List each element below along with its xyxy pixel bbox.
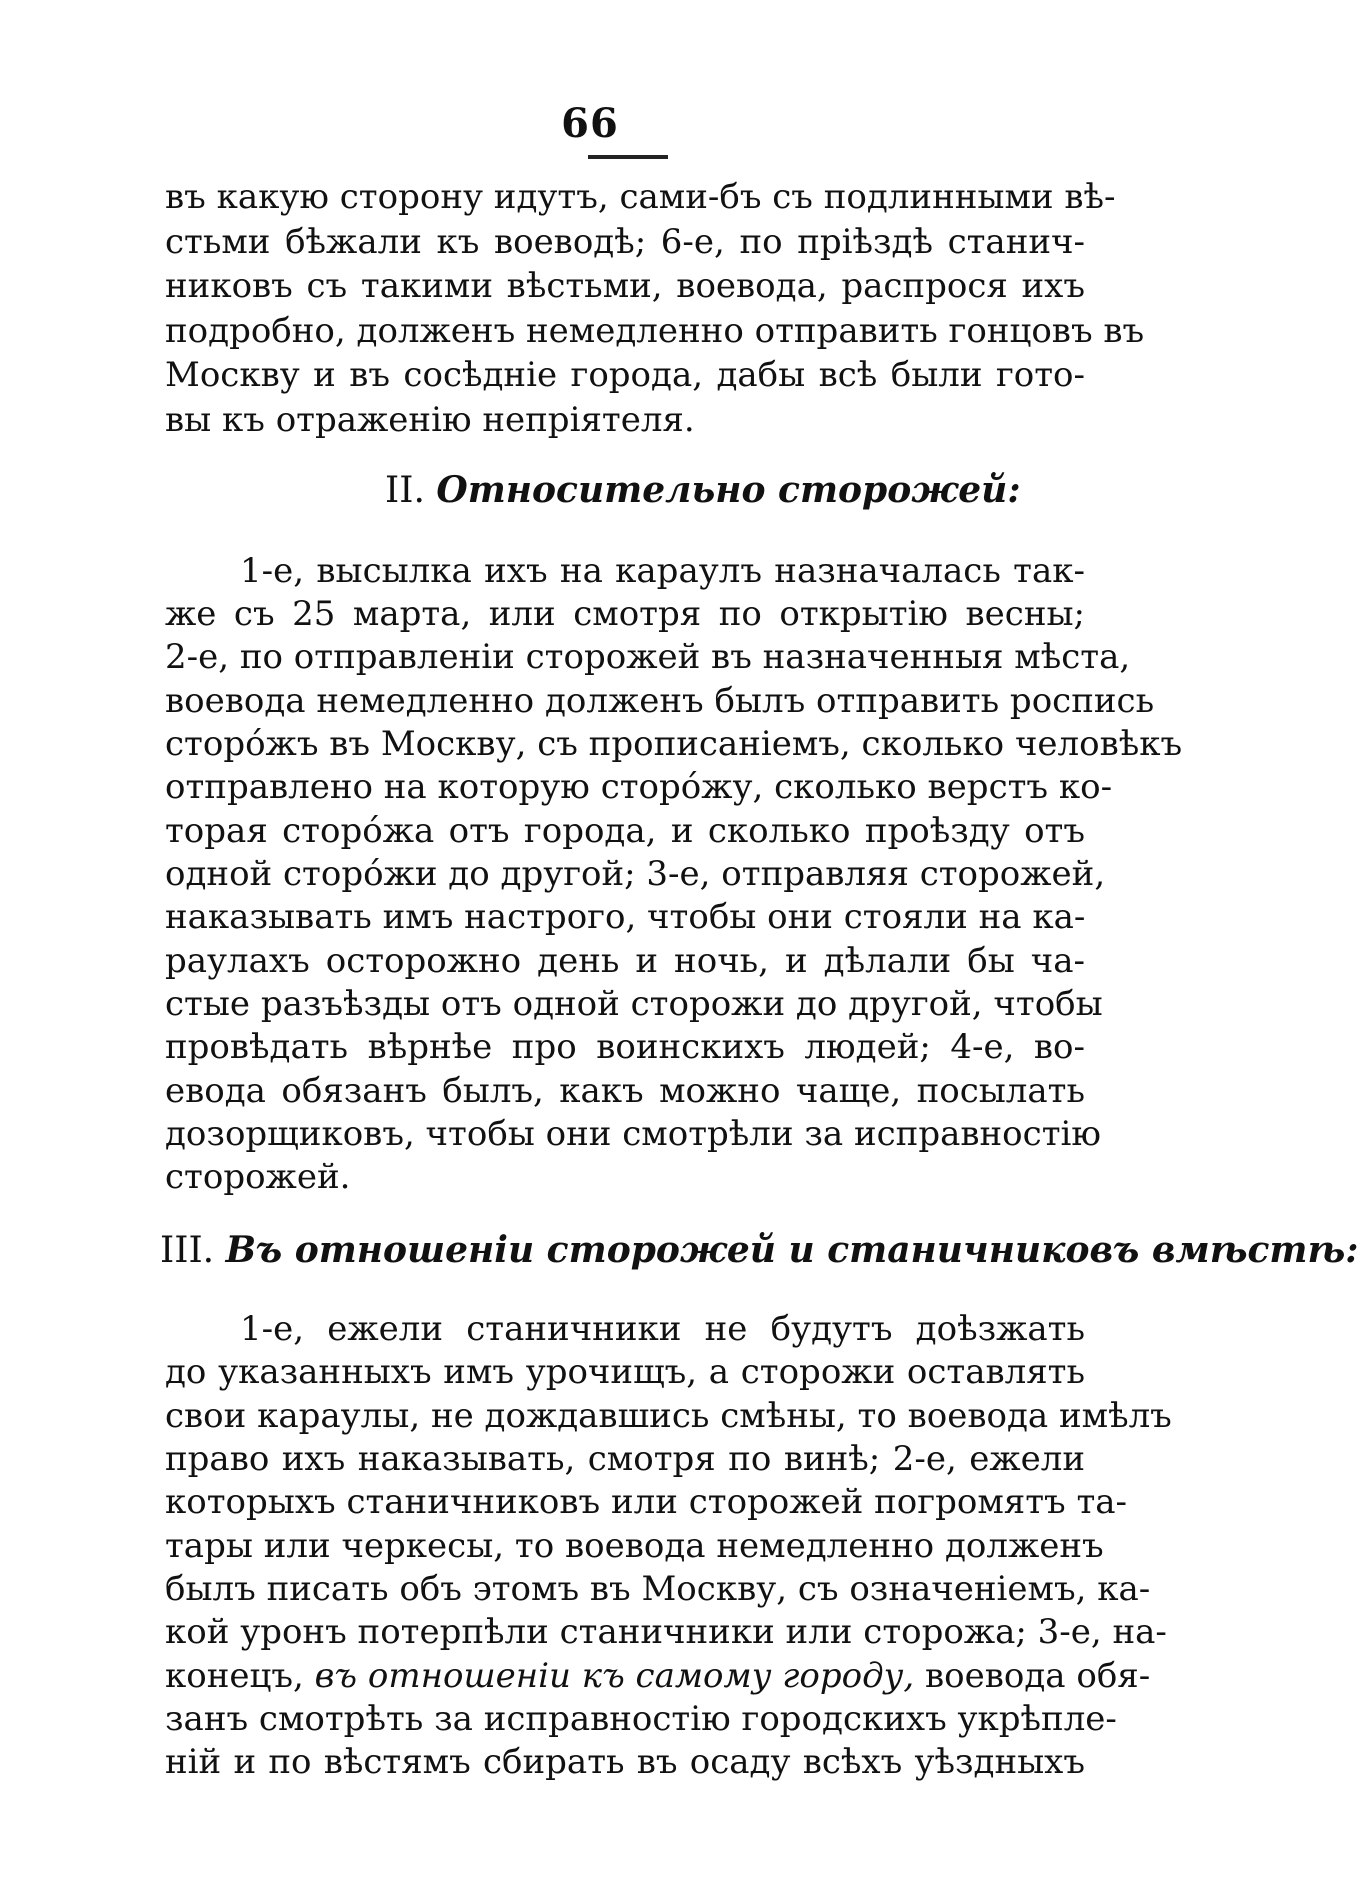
- section-2-title: Относительно сторожей:: [436, 469, 1021, 511]
- text-line: провѣдать вѣрнѣе про воинскихъ людей; 4-е, во-: [165, 1027, 1085, 1067]
- page-number: 66: [561, 100, 619, 147]
- text-line: 2-е, по отправленіи сторожей въ назначенныя мѣста,: [165, 637, 1131, 677]
- italic-phrase: въ отношеніи къ самому городу,: [314, 1656, 915, 1696]
- text-line: свои караулы, не дождавшись смѣны, то воевода имѣлъ: [165, 1396, 1172, 1436]
- text-line: раулахъ осторожно день и ночь, и дѣлали бы ча-: [165, 941, 1085, 981]
- text-line: одной сторóжи до другой; 3-е, отправляя сторожей,: [165, 854, 1106, 894]
- text-fragment: воевода обя-: [925, 1656, 1151, 1696]
- text-line: стые разъѣзды отъ одной сторожи до другой, чтобы: [165, 984, 1103, 1024]
- section-3-heading: [160, 1225, 1359, 1275]
- text-line: кой уронъ потерпѣли станичники или сторожа; 3-е, на-: [165, 1612, 1167, 1652]
- text-line: до указанныхъ имъ урочищъ, а сторожи оставлять: [165, 1352, 1085, 1392]
- text-line: 1-е, высылка ихъ на караулъ назначалась так-: [240, 551, 1085, 591]
- text-line: въ какую сторону идутъ, сами-бъ съ подлинными вѣ-: [165, 177, 1116, 217]
- text-line: подробно, долженъ немедленно отправить гонцовъ въ: [165, 311, 1145, 351]
- text-line: которыхъ станичниковъ или сторожей погромятъ та-: [165, 1482, 1128, 1522]
- text-line: никовъ съ такими вѣстьми, воевода, распрося ихъ: [165, 266, 1085, 306]
- text-line: право ихъ наказывать, смотря по винѣ; 2-е, ежели: [165, 1439, 1085, 1479]
- text-line: стьми бѣжали къ воеводѣ; 6-е, по пріѣздѣ станич-: [165, 222, 1085, 262]
- text-line: наказывать имъ настрого, чтобы они стояли на ка-: [165, 897, 1086, 937]
- text-line: торая сторóжа отъ города, и сколько проѣзду отъ: [165, 811, 1085, 851]
- text-line: дозорщиковъ, чтобы они смотрѣли за исправностію: [165, 1114, 1101, 1154]
- text-line: вы къ отраженію непріятеля.: [165, 400, 695, 440]
- text-line: ній и по вѣстямъ сбирать въ осаду всѣхъ уѣздныхъ: [165, 1742, 1085, 1782]
- section-2-number: II.: [385, 470, 425, 511]
- section-2-heading: [385, 465, 1021, 515]
- text-line: Москву и въ сосѣдніе города, дабы всѣ были гото-: [165, 355, 1085, 395]
- text-fragment: конецъ,: [165, 1656, 304, 1696]
- text-line: воевода немедленно долженъ былъ отправить роспись: [165, 681, 1155, 721]
- section-3-title: Въ отношеніи сторожей и станичниковъ вмѣстѣ:: [225, 1229, 1359, 1271]
- text-line: же съ 25 марта, или смотря по открытію весны;: [165, 594, 1085, 634]
- text-line-mixed: [165, 1655, 1151, 1697]
- page-number-rule: [588, 155, 668, 159]
- text-line: тары или черкесы, то воевода немедленно долженъ: [165, 1526, 1104, 1566]
- text-line: отправлено на которую сторóжу, сколько верстъ ко-: [165, 767, 1113, 807]
- text-line: занъ смотрѣть за исправностію городскихъ укрѣпле-: [165, 1699, 1117, 1739]
- text-line: былъ писать объ этомъ въ Москву, съ означеніемъ, ка-: [165, 1569, 1151, 1609]
- text-line: сторóжъ въ Москву, съ прописаніемъ, сколько человѣкъ: [165, 724, 1183, 764]
- text-line: евода обязанъ былъ, какъ можно чаще, посылать: [165, 1071, 1085, 1111]
- text-line: 1-е, ежели станичники не будутъ доѣзжать: [240, 1309, 1085, 1349]
- text-line: сторожей.: [165, 1157, 351, 1197]
- section-3-number: III.: [160, 1230, 215, 1271]
